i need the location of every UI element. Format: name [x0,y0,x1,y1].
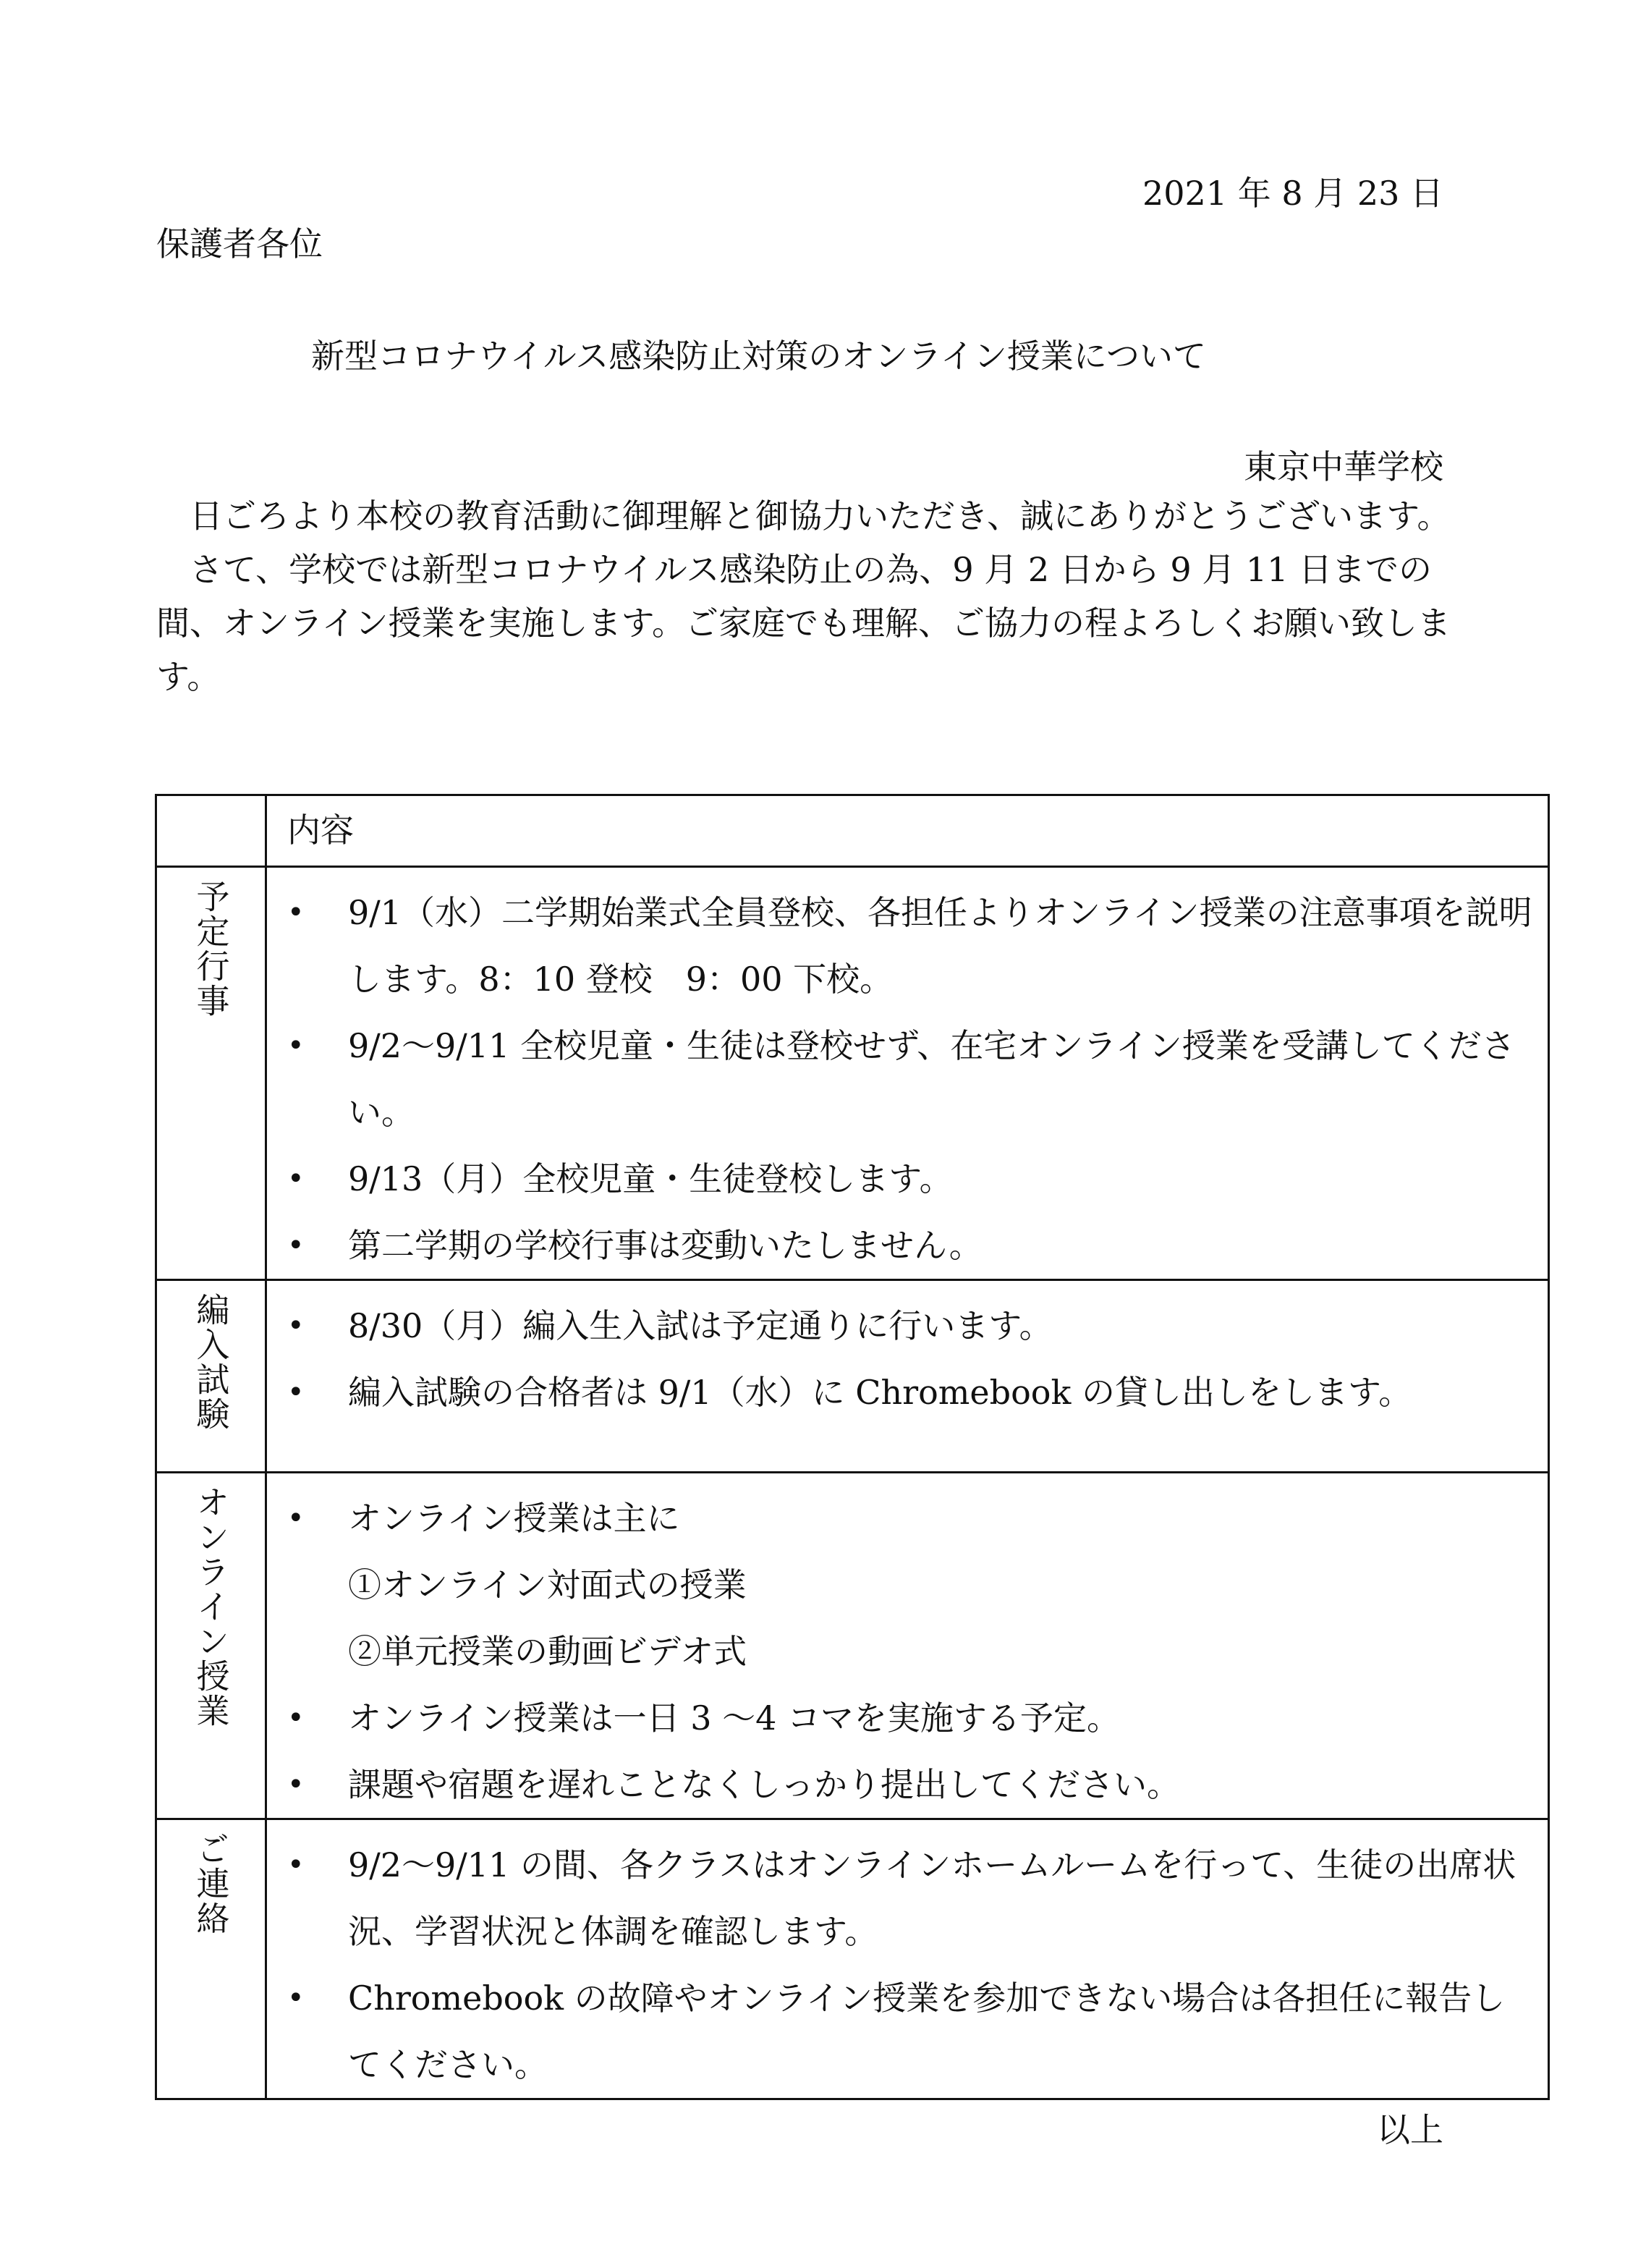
table-row-transfer-exam [156,1280,1549,1473]
list-item: • 第二学期の学校行事は変動いたしません。 [267,1212,1533,1279]
row-label-cell [156,1280,266,1473]
content-table [155,794,1550,2100]
table-row-schedule [156,867,1549,1280]
list-item: • 8/30（月）編入生入試は予定通りに行います。 [267,1292,1533,1359]
closing-mark: 以上 [1377,2110,1443,2149]
table-header-row [156,795,1549,867]
row-label-online-classes: オンライン授業 [191,1485,231,1728]
list-subitem: ①オンライン対面式の授業 [348,1565,747,1604]
list-item: • 9/13（月）全校児童・生徒登校します。 [267,1146,1533,1212]
body-paragraph-greeting: 日ごろより本校の教育活動に御理解と御協力いただき、誠にありがとうございます。 [156,496,1451,536]
row-label-cell [156,867,266,1280]
row-content-cell [266,1280,1549,1473]
list-subitem: ②単元授業の動画ビデオ式 [348,1632,747,1671]
table-row-contact [156,1819,1549,2099]
list-item: • オンライン授業は主に [267,1485,1533,1552]
row-label-cell [156,1473,266,1819]
bullet-list [267,1820,1548,2098]
list-item: • 9/1（水）二学期始業式全員登校、各担任よりオンライン授業の注意事項を説明します。8：10 登校 9：00 下校。 [267,879,1533,1012]
list-item: • 9/2〜9/11 の間、各クラスはオンラインホームルームを行って、生徒の出席状況、学習状況と体調を確認します。 [267,1832,1533,1965]
table-header-content: 内容 [266,795,1549,867]
bullet-list [267,868,1548,1279]
document-date: 2021 年 8 月 23 日 [1142,174,1443,213]
row-label-transfer-exam: 編入試験 [191,1292,231,1431]
list-item: • 編入試験の合格者は 9/1（水）に Chromebook の貸し出しをします。 [267,1359,1533,1426]
list-item: • Chromebook の故障やオンライン授業を参加できない場合は各担任に報告してください。 [267,1965,1533,2098]
body-text [156,489,1451,703]
bullet-list [267,1281,1548,1426]
table-header-empty-cell [156,795,266,867]
row-content-cell [266,1819,1549,2099]
list-item: • 9/2〜9/11 全校児童・生徒は登校せず、在宅オンライン授業を受講してください。 [267,1012,1533,1146]
row-label-contact: ご連絡 [191,1832,231,1936]
row-label-cell [156,1819,266,2099]
row-content-cell [266,1473,1549,1819]
list-item: • 課題や宿題を遅れことなくしっかり提出してください。 [267,1751,1533,1818]
document-title: 新型コロナウイルス感染防止対策のオンライン授業について [311,337,1206,376]
body-paragraph-notice: さて、学校では新型コロナウイルス感染防止の為、9 月 2 日から 9 月 11 日までの間、オンライン授業を実施します。ご家庭でも理解、ご協力の程よろしくお願い致します。 [156,550,1451,696]
list-item: • オンライン授業は一日 3 〜4 コマを実施する予定。 [267,1685,1533,1751]
sender-school: 東京中華学校 [1244,447,1443,486]
bullet-list [267,1473,1548,1818]
row-label-schedule: 予定行事 [191,879,231,1018]
recipient-line: 保護者各位 [156,224,323,263]
row-content-cell [266,867,1549,1280]
table-row-online-classes [156,1473,1549,1819]
